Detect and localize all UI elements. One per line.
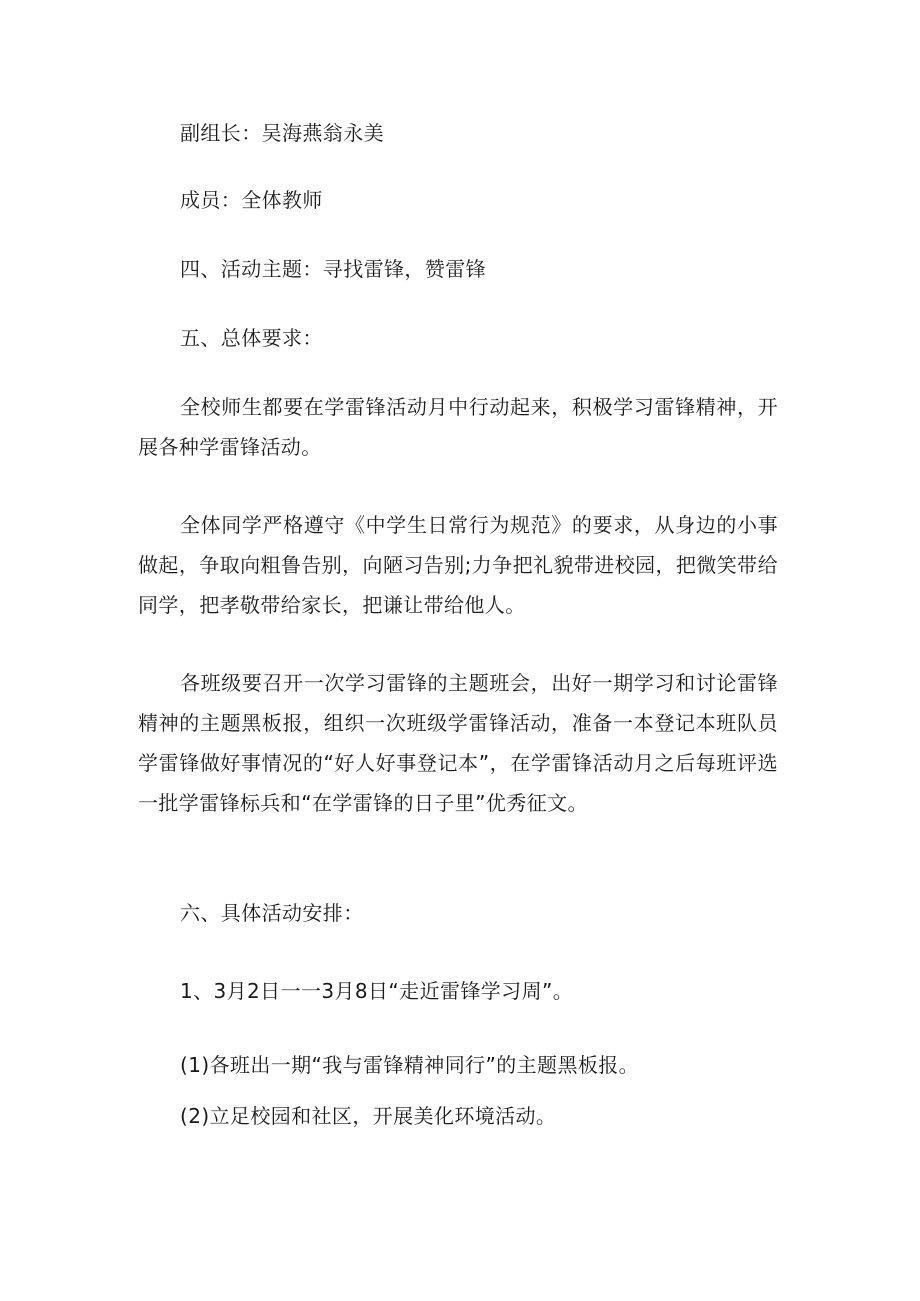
paragraph-3: 各班级要召开一次学习雷锋的主题班会，出好一期学习和讨论雷锋精神的主题黑板报，组织一次班级学雷锋活动，准备一本登记本班队员学雷锋做好事情况的“好人好事登记本”，在学雷锋活动月之后每班评选一批学雷锋标兵和“在学雷锋的日子里”优秀征文。	[138, 671, 778, 815]
section-6-heading: 六、具体活动安排：	[180, 901, 364, 925]
paragraph-1: 全校师生都要在学雷锋活动月中行动起来，积极学习雷锋精神，开展各种学雷锋活动。	[138, 395, 778, 459]
activity-sub-item-1: (1)各班出一期“我与雷锋精神同行”的主题黑板报。	[180, 1053, 640, 1077]
section-5-heading: 五、总体要求：	[180, 326, 323, 350]
members-line: 成员：全体教师	[180, 188, 323, 212]
activity-sub-item-2: (2)立足校园和社区，开展美化环境活动。	[180, 1104, 557, 1128]
paragraph-2: 全体同学严格遵守《中学生日常行为规范》的要求，从身边的小事做起，争取向粗鲁告别，向陋习告别;力争把礼貌带进校园，把微笑带给同学，把孝敬带给家长，把谦让带给他人。	[138, 513, 778, 617]
section-4-heading: 四、活动主题：寻找雷锋，赞雷锋	[180, 257, 486, 281]
vice-leader-line: 副组长：吴海燕翁永美	[180, 121, 384, 145]
activity-item-1: 1、3月2日一一3月8日“走近雷锋学习周”。	[180, 979, 574, 1003]
